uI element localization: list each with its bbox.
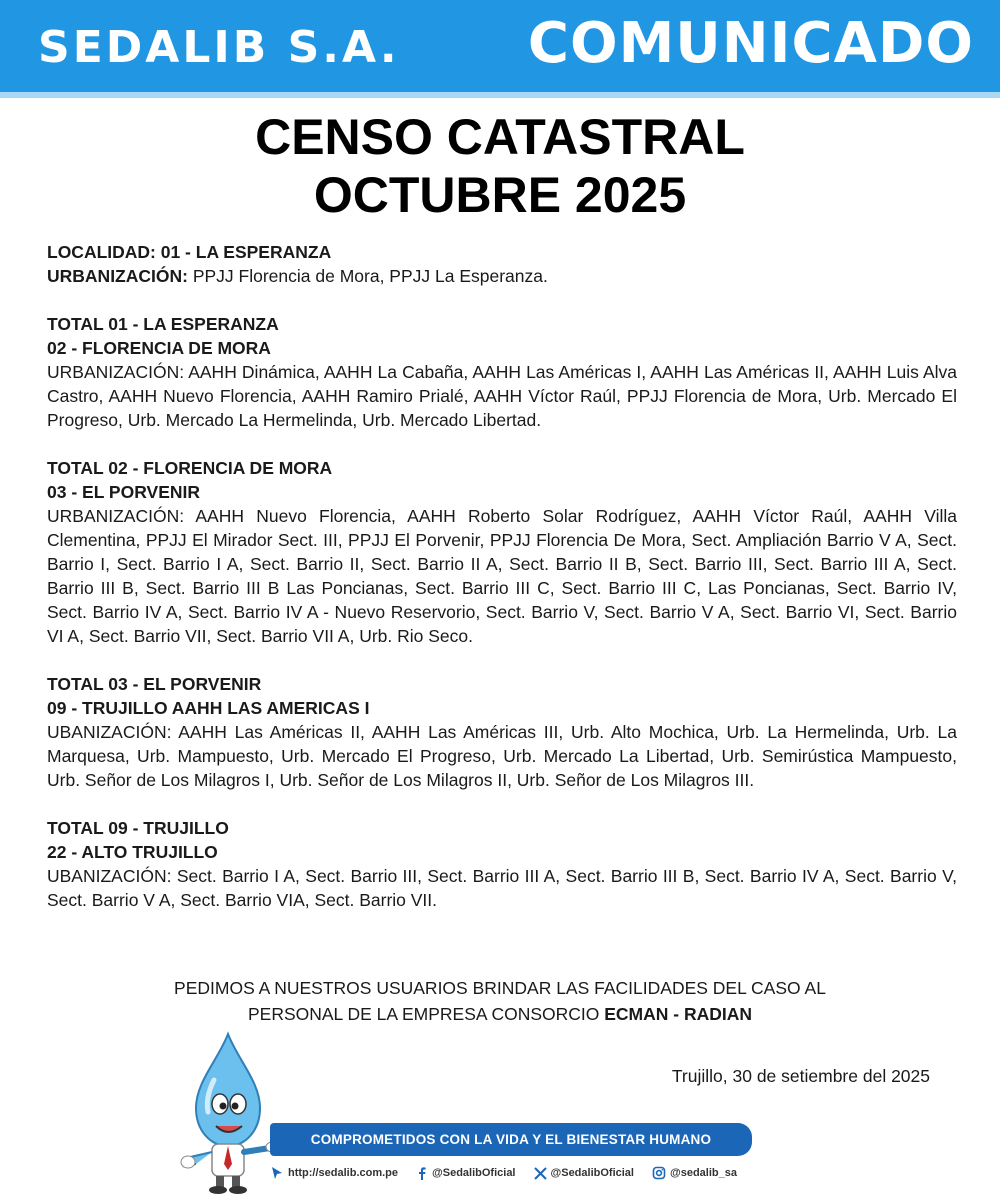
x-link[interactable] <box>534 1167 634 1180</box>
section-heading: 02 - FLORENCIA DE MORA <box>47 338 271 358</box>
facebook-icon <box>416 1166 428 1180</box>
x-logo-icon <box>534 1167 547 1180</box>
section-heading: LOCALIDAD: 01 - LA ESPERANZA <box>47 242 332 262</box>
instagram-link[interactable] <box>652 1166 737 1180</box>
section-body <box>47 264 957 288</box>
issue-date: Trujillo, 30 de setiembre del 2025 <box>671 1066 930 1086</box>
slogan-banner: COMPROMETIDOS CON LA VIDA Y EL BIENESTAR HUMANO <box>270 1123 752 1156</box>
request-line-1: PEDIMOS A NUESTROS USUARIOS BRINDAR LAS FACILIDADES DEL CASO AL <box>174 978 826 998</box>
document-type: COMUNICADO <box>527 11 974 76</box>
website-url: http://sedalib.com.pe <box>288 1167 399 1179</box>
x-handle: @SedalibOficial <box>550 1167 634 1179</box>
instagram-icon <box>652 1166 666 1180</box>
title-line-1: CENSO CATASTRAL <box>255 109 745 165</box>
urbanization-label: URBANIZACIÓN: <box>47 266 188 286</box>
facebook-link[interactable] <box>416 1166 515 1180</box>
consortium-name: ECMAN - RADIAN <box>604 1004 753 1024</box>
cursor-icon <box>270 1166 284 1180</box>
section-body: UBANIZACIÓN: Sect. Barrio I A, Sect. Barrio III, Sect. Barrio III A, Sect. Barrio III B, Sect. Barrio IV A, Sect. Barrio V, Sect. Barrio V A, Sect. Barrio VIA, Sect. Barrio VII. <box>47 866 957 910</box>
section-heading: 22 - ALTO TRUJILLO <box>47 842 218 862</box>
section-heading: 03 - EL PORVENIR <box>47 482 201 502</box>
instagram-handle: @sedalib_sa <box>669 1167 737 1179</box>
title-line-2: OCTUBRE 2025 <box>313 167 687 223</box>
section-total: TOTAL 03 - EL PORVENIR <box>47 674 262 694</box>
social-links <box>270 1160 770 1186</box>
section-total: TOTAL 01 - LA ESPERANZA <box>47 314 279 334</box>
section-body: UBANIZACIÓN: AAHH Las Américas II, AAHH Las Américas III, Urb. Alto Mochica, Urb. La Hermelinda, Urb. La Marquesa, Urb. Mampuesto, Urb. Mercado El Progreso, Urb. Mercado La Libertad, Urb. Semirústica Mampuesto, Urb. Señor de Los Milagros I, Urb. Señor de Los Milagros II, Urb. Señor de Los Milagros III. <box>47 722 957 790</box>
section-body: URBANIZACIÓN: AAHH Nuevo Florencia, AAHH Roberto Solar Rodríguez, AAHH Víctor Raúl, AAHH Villa Clementina, PPJJ El Mirador Sect. III, PPJJ El Porvenir, PPJJ Florencia De Mora, Sect. Ampliación Barrio V A, Sect. Barrio I, Sect. Barrio I A, Sect. Barrio II, Sect. Barrio II A, Sect. Barrio II B, Sect. Barrio III, Sect. Barrio III A, Sect. Barrio III B, Sect. Barrio III B Las Poncianas, Sect. Barrio III C, Sect. Barrio III C, Las Poncianas, Sect. Barrio IV, Sect. Barrio IV A, Sect. Barrio IV A - Nuevo Reservorio, Sect. Barrio V, Sect. Barrio V A, Sect. Barrio VI, Sect. Barrio VI A, Sect. Barrio VII, Sect. Barrio VII A, Urb. Rio Seco. <box>47 506 957 646</box>
section-body: URBANIZACIÓN: AAHH Dinámica, AAHH La Cabaña, AAHH Las Américas I, AAHH Las Américas II, AAHH Luis Alva Castro, AAHH Nuevo Florencia, AAHH Ramiro Prialé, AAHH Víctor Raúl, PPJJ Florencia de Mora, Urb. Mercado El Progreso, Urb. Mercado La Hermelinda, Urb. Mercado Libertad. <box>47 362 957 430</box>
brand-logo: SEDALIB S.A. <box>38 22 400 73</box>
water-drop-mascot-icon <box>178 1030 278 1195</box>
user-request <box>0 975 1000 1027</box>
section-total: TOTAL 02 - FLORENCIA DE MORA <box>47 458 333 478</box>
request-line-2-text: PERSONAL DE LA EMPRESA CONSORCIO <box>247 1004 605 1024</box>
request-line-2 <box>0 1001 1000 1027</box>
facebook-handle: @SedalibOficial <box>432 1167 516 1179</box>
page-title <box>0 108 1000 224</box>
census-content <box>47 240 957 912</box>
section-heading: 09 - TRUJILLO AAHH LAS AMERICAS I <box>47 698 370 718</box>
header-bar <box>0 0 1000 92</box>
header-divider <box>0 92 1000 98</box>
section-total: TOTAL 09 - TRUJILLO <box>47 818 229 838</box>
website-link[interactable] <box>270 1166 398 1180</box>
urbanization-list: PPJJ Florencia de Mora, PPJJ La Esperanza. <box>187 266 548 286</box>
